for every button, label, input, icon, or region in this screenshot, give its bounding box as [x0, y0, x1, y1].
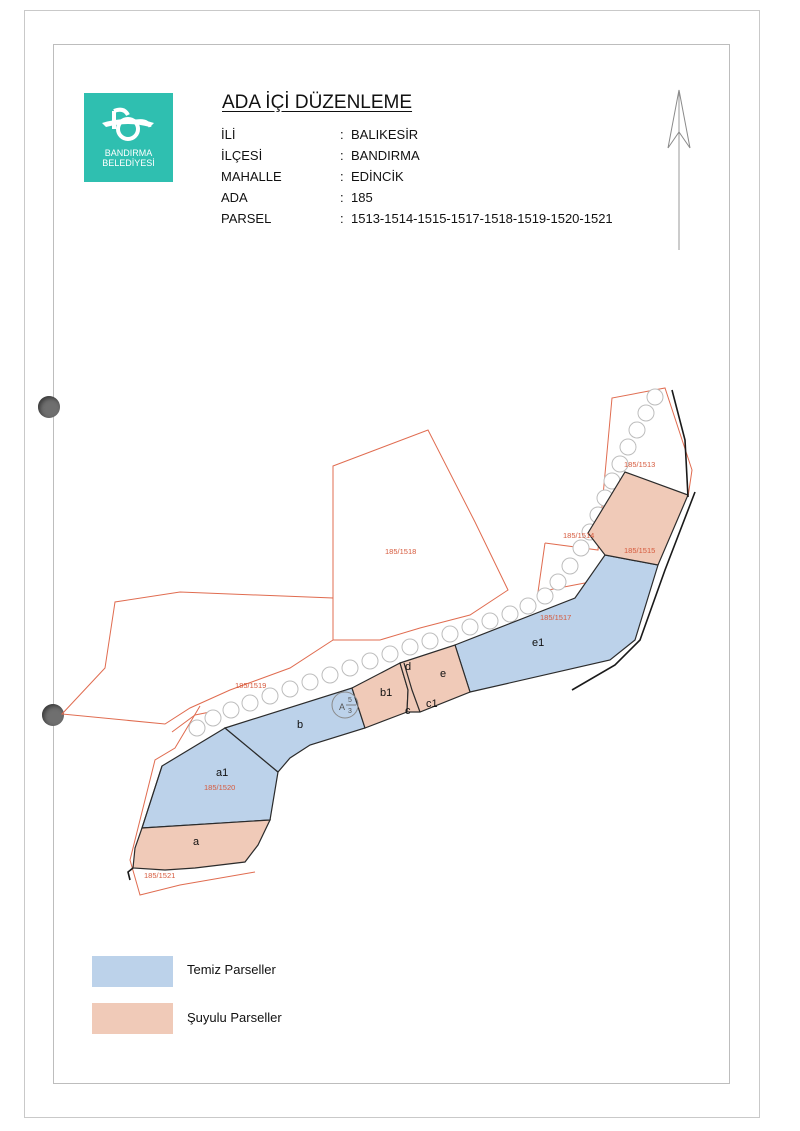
- zone-label-e1: e1: [532, 637, 545, 649]
- logo-line-1: BANDIRMA: [104, 148, 153, 158]
- tree-icon: [322, 667, 338, 683]
- road-edge-north: [672, 390, 688, 497]
- zone-label-c: c: [405, 705, 411, 717]
- info-colon: :: [340, 211, 344, 226]
- label-1515: 185/1515: [624, 546, 656, 555]
- tree-icon: [382, 646, 398, 662]
- page-title: ADA İÇİ DÜZENLEME: [222, 92, 413, 113]
- parcel-outline-1518: [333, 430, 508, 640]
- logo-line-2: BELEDİYESİ: [102, 158, 155, 168]
- legend-label-shared: Şuyulu Parseller: [187, 1010, 282, 1025]
- tree-icon: [362, 653, 378, 669]
- label-1518: 185/1518: [385, 547, 417, 556]
- legend-swatch-clean: [92, 956, 173, 987]
- stamp-top: 5: [348, 697, 352, 704]
- info-value: EDİNCİK: [351, 169, 404, 184]
- tree-icon: [537, 588, 553, 604]
- info-label: İLİ: [221, 127, 236, 142]
- label-1514: 185/1514: [563, 531, 595, 540]
- tree-icon: [638, 405, 654, 421]
- tree-icon: [402, 639, 418, 655]
- tree-icon: [442, 626, 458, 642]
- tree-icon: [462, 619, 478, 635]
- zone-label-e: e: [440, 668, 447, 680]
- tree-icon: [422, 633, 438, 649]
- road-edge-south: [128, 868, 133, 880]
- label-1513: 185/1513: [624, 460, 656, 469]
- tree-icon: [482, 613, 498, 629]
- stamp-bottom: 3: [348, 708, 352, 715]
- zone-label-d: d: [405, 661, 412, 673]
- info-value: BANDIRMA: [351, 148, 420, 163]
- info-label: PARSEL: [221, 211, 272, 226]
- tree-icon: [550, 574, 566, 590]
- zone-label-a: a: [193, 836, 200, 848]
- tree-icon: [620, 439, 636, 455]
- parcel-outline-west: [62, 592, 333, 724]
- info-colon: :: [340, 148, 344, 163]
- zone-label-b1: b1: [380, 687, 393, 699]
- tree-icon: [342, 660, 358, 676]
- north-arrow-icon: [668, 90, 690, 250]
- tree-icon: [647, 389, 663, 405]
- zone-label-c1: c1: [426, 698, 438, 710]
- info-colon: :: [340, 169, 344, 184]
- zone-label-a1: a1: [216, 767, 229, 779]
- tree-icon: [502, 606, 518, 622]
- tree-icon: [573, 540, 589, 556]
- tree-icon: [520, 598, 536, 614]
- label-1521: 185/1521: [144, 871, 176, 880]
- info-colon: :: [340, 190, 344, 205]
- tree-icon: [189, 720, 205, 736]
- legend-swatch-shared: [92, 1003, 173, 1034]
- info-label: ADA: [221, 190, 248, 205]
- info-label: İLÇESİ: [221, 148, 263, 163]
- label-1520: 185/1520: [204, 783, 236, 792]
- tree-icon: [223, 702, 239, 718]
- tree-icon: [242, 695, 258, 711]
- tree-icon: [282, 681, 298, 697]
- legend-label-clean: Temiz Parseller: [187, 962, 276, 977]
- stamp-letter: A: [339, 702, 346, 712]
- info-label: MAHALLE: [221, 169, 282, 184]
- tree-icon: [302, 674, 318, 690]
- zone-label-b: b: [297, 719, 304, 731]
- info-value: BALIKESİR: [351, 127, 419, 142]
- zone-a: [133, 820, 270, 870]
- label-1517: 185/1517: [540, 613, 572, 622]
- label-1519: 185/1519: [235, 681, 267, 690]
- info-value: 1513-1514-1515-1517-1518-1519-1520-1521: [351, 211, 613, 226]
- tree-icon: [205, 710, 221, 726]
- info-colon: :: [340, 127, 344, 142]
- tree-icon: [262, 688, 278, 704]
- info-value: 185: [351, 190, 373, 205]
- tree-icon: [562, 558, 578, 574]
- tree-icon: [629, 422, 645, 438]
